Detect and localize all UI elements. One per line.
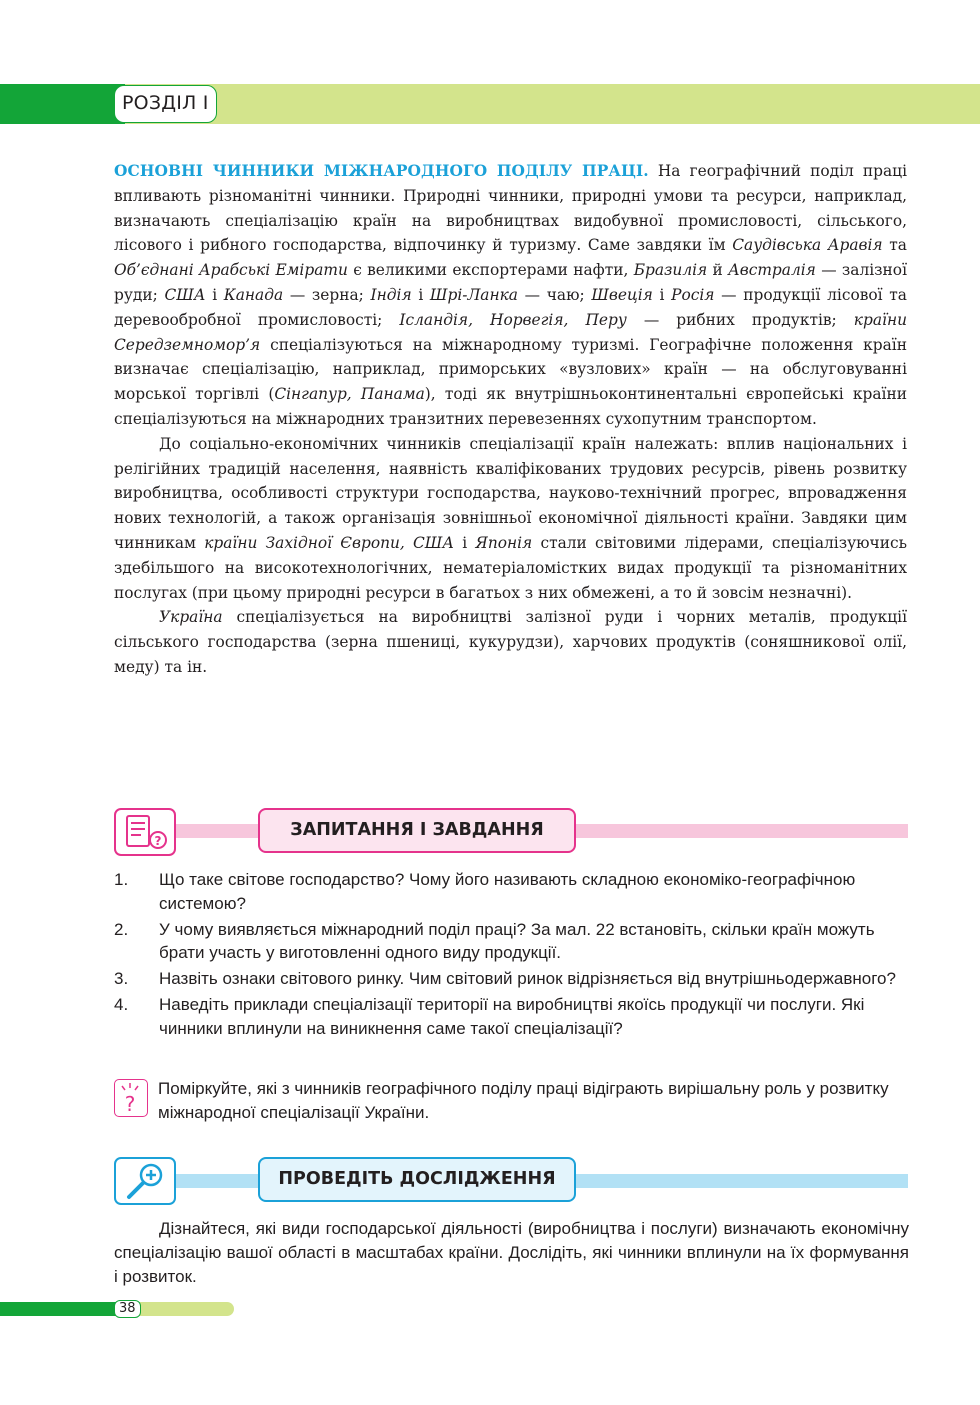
footer-band-green	[0, 1302, 118, 1316]
list-item: 3. Назвіть ознаки світового ринку. Чим світовий ринок відрізняється від внутрішньодержавного?	[114, 969, 896, 989]
list-item: 4. Наведіть приклади спеціалізації території на виробництві якоїсь продукції чи послуги. Які чинники вплинули на виникнення саме такої спеціалізації?	[114, 994, 865, 1038]
svg-text:?: ?	[124, 1092, 136, 1115]
research-text: Дізнайтеся, які види господарської діяльності (виробництва і послуги) визначають економічну спеціалізацію вашої області в масштабах країни. Дослідіть, які чинники вплинули на їх формування і розвиток.	[114, 1219, 909, 1286]
questions-section-icon	[114, 808, 176, 856]
questions-list	[114, 868, 909, 1043]
paragraph-ukraine: Україна спеціалізується на виробництві залізної руди і чорних металів, продукції сільського господарства (зерна пшениці, кукурудзи), харчових продуктів (соняшникової олії, меду) та ін.	[114, 608, 907, 676]
list-item: 1. Що таке світове господарство? Чому його називають складною економіко-географічною системою?	[114, 870, 856, 913]
main-text	[114, 159, 907, 680]
paragraph-socioeconomic-factors: До соціально-економічних чинників спеціалізації країн належать: вплив національних і релігійних традицій населення, наявність кваліфікованих трудових ресурсів, рівень розвитку виробництва, особливості структури господарства, науково-технічний прогрес, впровадження нових технологій, а також організація зовнішньої економічної діяльності країни. Завдяки цим чинникам країни Західної Європи, США і Японія стали світовими лідерами, спеціалізуючись здебільшого на високотехнологічних, нематеріаломістких видах продукції та різноманітних послугах (при цьому природні ресурси в багатьох з них обмежені, а то й зовсім незначні).	[114, 434, 907, 602]
document-question-icon	[116, 810, 174, 854]
page-number: 38	[114, 1300, 141, 1318]
research-title: ПРОВЕДІТЬ ДОСЛІДЖЕННЯ	[258, 1157, 576, 1202]
think-question-icon	[114, 1079, 148, 1117]
research-section-icon	[114, 1157, 176, 1205]
header-band-green	[0, 84, 125, 124]
think-task-text: Поміркуйте, які з чинників географічного поділу праці відіграють вирішальну роль у розвитку міжнародної спеціалізації України.	[158, 1079, 889, 1122]
header-band-lime	[125, 84, 980, 124]
chapter-label: РОЗДІЛ І	[114, 85, 217, 123]
list-item: 2. У чому виявляється міжнародний поділ праці? За мал. 22 встановіть, скільки країн можуть брати участь у виготовленні одного виду продукції.	[114, 919, 875, 963]
magnifier-plus-icon	[116, 1159, 174, 1203]
section-lead-heading: ОСНОВНІ ЧИННИКИ МІЖНАРОДНОГО ПОДІЛУ ПРАЦІ.	[114, 162, 649, 180]
svg-text:?: ?	[154, 834, 162, 848]
questions-title: ЗАПИТАННЯ І ЗАВДАННЯ	[258, 808, 576, 853]
paragraph-natural-factors: ОСНОВНІ ЧИННИКИ МІЖНАРОДНОГО ПОДІЛУ ПРАЦІ. На географічний поділ праці впливають різноманітні чинники. Природні чинники, природні умови та ресурси, наприклад, визначають спеціалізацію країн на виробництвах видобувної промисловості, сільського, лісового і рибного господарства, відпочинку й туризму. Саме завдяки їм Саудівська Аравія та Об’єднані Арабські Емірати є великими експортерами нафти, Бразилія й Австралія — залізної руди; США і Канада — зерна; Індія і Шрі-Ланка — чаю; Швеція і Росія — продукції лісової та деревообробної промисловості; Ісландія, Норвегія, Перу — рибних продуктів; країни Середземномор’я спеціалізуються на міжнародному туризмі. Географічне положення країн визначає спеціалізацію, наприклад, приморських «вузлових» країн — на обслуговуванні морської торгівлі (Сінгапур, Панама), тоді як внутрішньоконтинентальні європейські країни спеціалізуються на міжнародних транзитних перевезеннях сухопутним транспортом.	[114, 162, 907, 428]
research-text-block	[114, 1217, 909, 1288]
